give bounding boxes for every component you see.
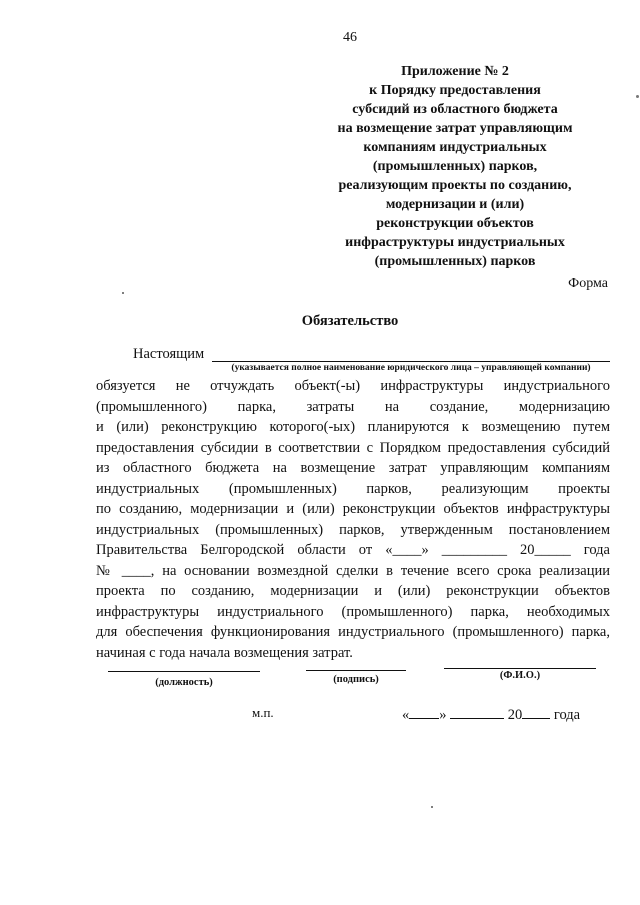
appendix-line: инфраструктуры индустриальных (345, 235, 565, 250)
body-line: по созданию, модернизации и (или) реконструкции объектов инфраструктуры (96, 501, 610, 517)
appendix-line: (промышленных) парков, (372, 159, 538, 174)
year-word: года (553, 707, 581, 723)
appendix-line: к Порядку предоставления (369, 83, 541, 98)
company-name-caption: (указывается полное наименование юридического лица – управляющей компании) (231, 363, 591, 373)
body-line: из областного бюджета на возмещение затрат управляющим компаниям (96, 460, 610, 476)
body-line: инфраструктуры индустриального (промышленного) парка, необходимых (96, 603, 610, 620)
position-caption: (должность) (155, 677, 213, 688)
intro-word: Настоящим (133, 346, 205, 362)
body-line: начиная с года начала возмещения затрат. (96, 644, 353, 661)
day-blank (409, 705, 439, 719)
scan-speck (431, 806, 433, 808)
page-number: 46 (343, 30, 357, 45)
scan-speck (636, 95, 639, 98)
full-name-blank (444, 668, 596, 669)
date-open-quote: « (402, 707, 410, 723)
appendix-line: субсидий из областного бюджета (352, 102, 558, 117)
company-name-blank (212, 361, 610, 362)
year-blank (522, 705, 550, 719)
signature-blank (306, 670, 406, 671)
appendix-line: компаниям индустриальных (363, 140, 547, 155)
obligation-text (96, 376, 610, 663)
month-blank (450, 705, 504, 719)
body-line: проекта по созданию, модернизации и (или) реконструкции объектов (96, 583, 610, 599)
appendix-line: реализующим проекты по созданию, (338, 178, 572, 193)
form-label: Форма (568, 276, 608, 291)
scan-speck (122, 292, 124, 294)
date-close-quote: » (439, 707, 447, 723)
body-line: обязуется не отчуждать объект(-ы) инфраструктуры индустриального (96, 378, 610, 394)
body-line: № ____, на основании возмездной сделки в течение всего срока реализации (96, 562, 610, 579)
document-title: Обязательство (301, 313, 399, 329)
body-line: (промышленного) парка, затраты на создание, модернизацию (96, 398, 610, 415)
signing-date (402, 705, 580, 724)
stamp-place: м.п. (252, 705, 274, 720)
body-line: индустриальных (промышленных) парков, реализующим проекты (96, 480, 610, 497)
body-line: индустриальных (промышленных) парков, утвержденным постановлением (96, 521, 610, 538)
appendix-line: на возмещение затрат управляющим (337, 121, 573, 136)
body-line: и (или) реконструкцию которого(-ых) планируются к возмещению путем (96, 419, 610, 435)
appendix-line: модернизации и (или) (385, 197, 525, 212)
body-line: для обеспечения функционирования индустриального (промышленного) парка, (96, 624, 610, 640)
signature-caption: (подпись) (333, 674, 379, 685)
body-line: Правительства Белгородской области от «____» _________ 20_____ года (96, 542, 610, 558)
year-prefix: 20 (507, 707, 523, 723)
appendix-line: (промышленных) парков (374, 254, 536, 269)
position-blank (108, 671, 260, 672)
full-name-caption: (Ф.И.О.) (499, 670, 541, 681)
appendix-header (300, 62, 610, 271)
appendix-line: реконструкции объектов (376, 216, 534, 231)
appendix-line: Приложение № 2 (401, 64, 509, 79)
body-line: предоставления субсидии в соответствии с Порядком предоставления субсидий (96, 439, 610, 456)
